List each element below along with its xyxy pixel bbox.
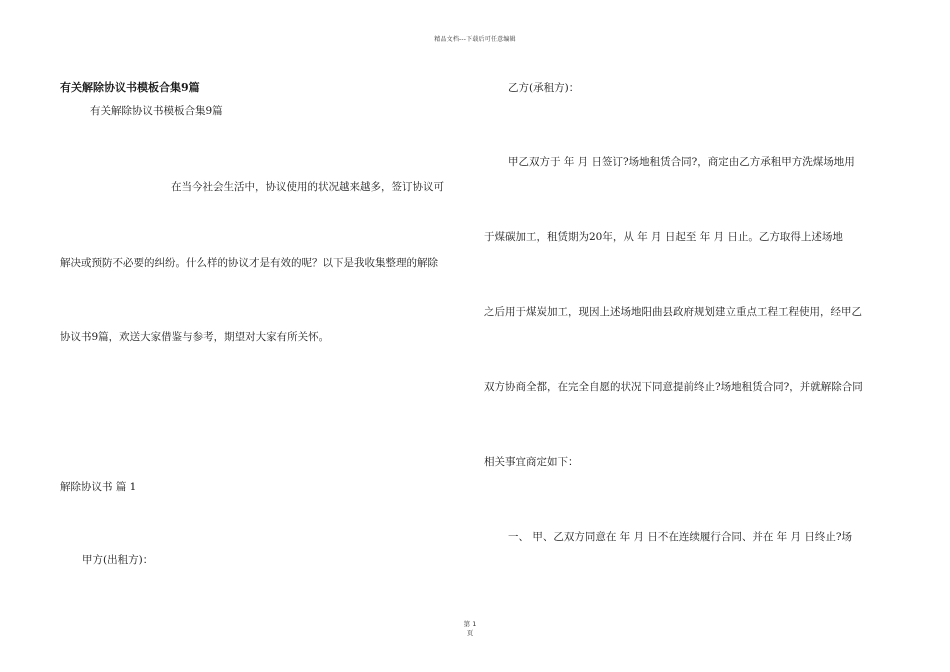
document-subtitle: 有关解除协议书模板合集9篇 (90, 105, 223, 117)
document-title: 有关解除协议书模板合集9篇 (60, 81, 200, 94)
page-number-line: 页 (466, 629, 474, 637)
section-heading: 解除协议书 篇 1 (60, 481, 137, 493)
intro-paragraph-line: 在当今社会生活中，协议使用的状况越来越多，签订协议可 (171, 181, 444, 193)
party-a-label: 甲方(出租方)： (82, 554, 154, 566)
right-column (484, 0, 886, 672)
page-number (455, 620, 485, 638)
party-b-label: 乙方(承租方)： (508, 82, 580, 94)
clause-one: 一、 甲、乙双方同意在 年 月 日不在连续履行合同、并在 年 月 日终止?场 (508, 531, 852, 543)
page-number-line: 第 1 (463, 620, 477, 628)
intro-paragraph-line: 协议书9篇，欢送大家借鉴与参考，期望对大家有所关怀。 (60, 331, 330, 343)
body-paragraph-line: 双方协商全都，在完全自愿的状况下同意提前终止?场地租赁合同?，并就解除合同 (484, 381, 863, 393)
document-header-note: 精品文档---下载后可任意编辑 (434, 36, 516, 43)
left-column (60, 0, 466, 672)
body-paragraph-line: 相关事宜商定如下： (484, 456, 579, 468)
body-paragraph-line: 于煤碳加工，租赁期为20年，从 年 月 日起至 年 月 日止。乙方取得上述场地 (484, 231, 843, 243)
body-paragraph-line: 之后用于煤炭加工，现因上述场地阳曲县政府规划建立重点工程工程使用，经甲乙 (484, 306, 862, 318)
body-paragraph-line: 甲乙双方于 年 月 日签订?场地租赁合同?，商定由乙方承租甲方洗煤场地用 (508, 156, 855, 168)
intro-paragraph-line: 解决或预防不必要的纠纷。什么样的协议才是有效的呢？以下是我收集整理的解除 (60, 257, 438, 269)
